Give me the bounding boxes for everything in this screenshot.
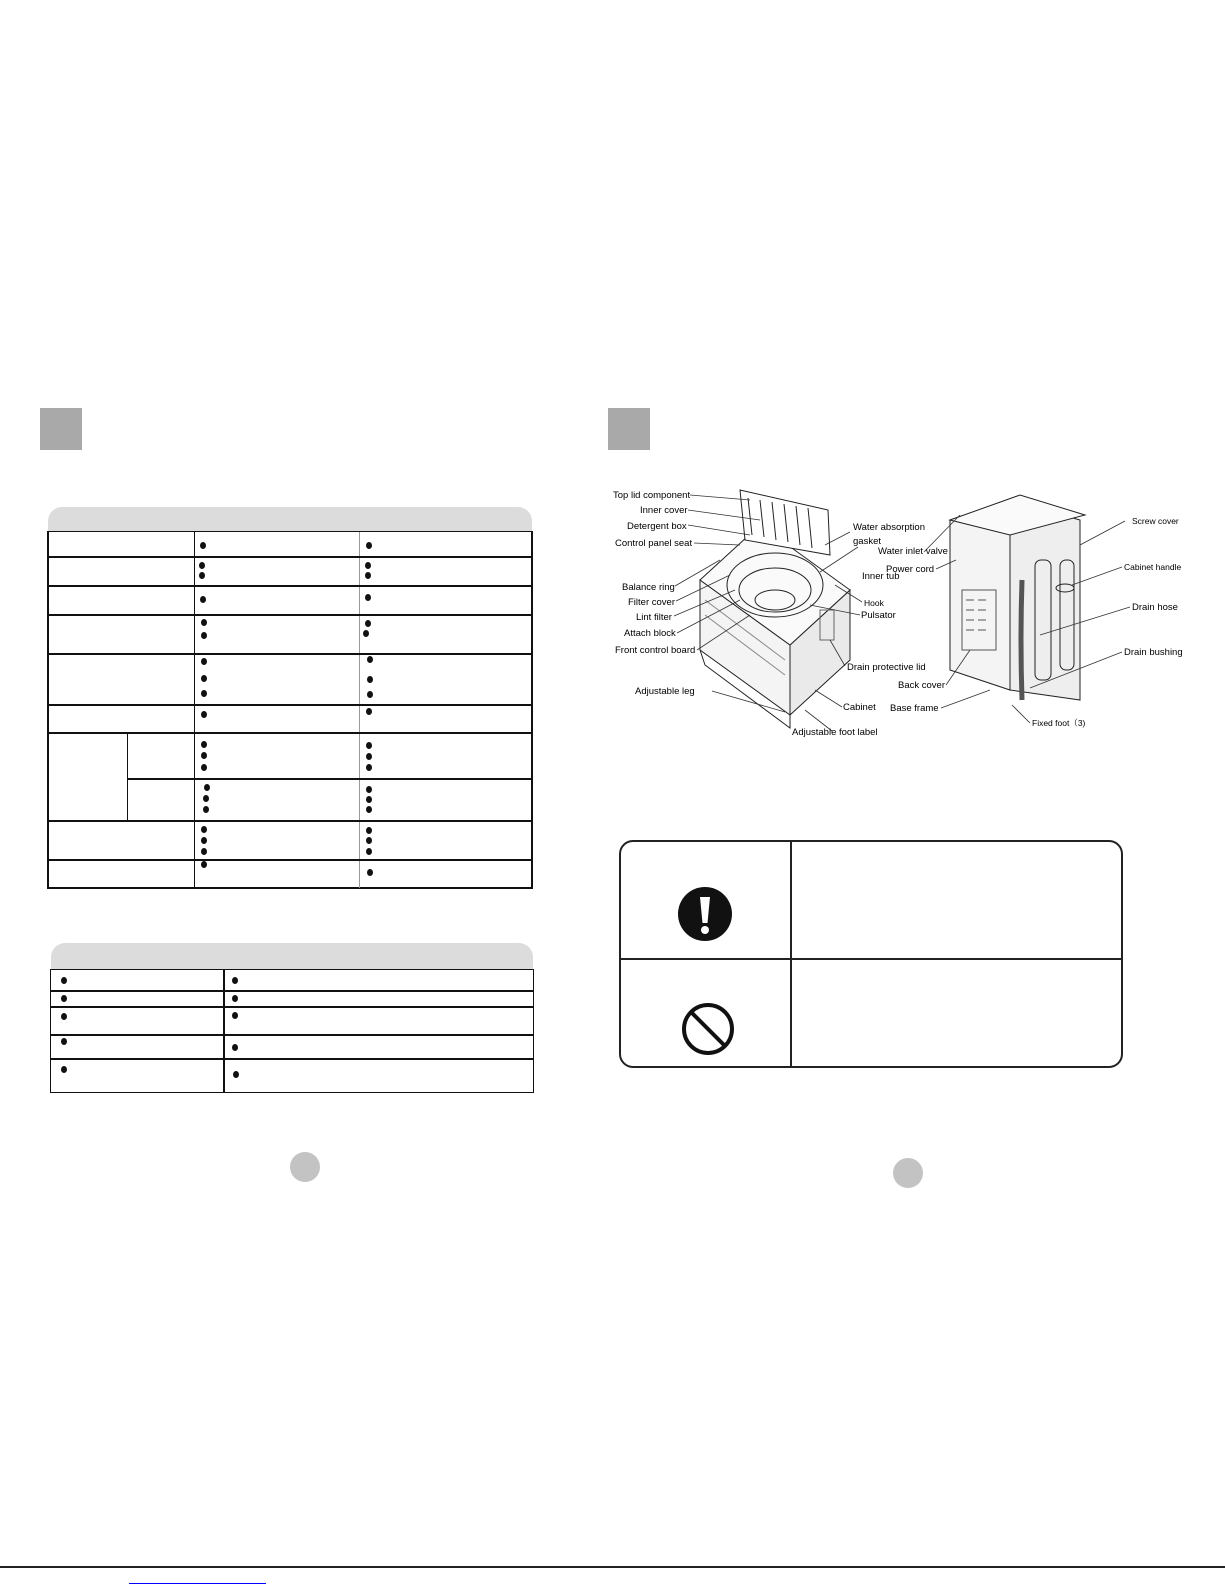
label-front-control-board: Front control board	[615, 645, 696, 656]
prohibition-icon	[680, 1001, 736, 1057]
label-pulsator: Pulsator	[861, 610, 896, 621]
feature-table-header	[51, 943, 533, 970]
label-lint-filter: Lint filter	[636, 612, 672, 623]
label-screw-cover: Screw cover	[1132, 516, 1179, 526]
label-cabinet: Cabinet	[843, 702, 876, 713]
spec-table-header	[48, 507, 532, 532]
label-gasket: gasket	[853, 536, 881, 547]
washer-parts-diagram	[600, 475, 1200, 750]
label-water-inlet-valve: Water inlet valve	[878, 546, 948, 557]
label-drain-protective-lid: Drain protective lid	[847, 662, 926, 673]
label-attach-block: Attach block	[624, 628, 676, 639]
label-adjustable-foot-label: Adjustable foot label	[792, 727, 878, 738]
label-top-lid-component: Top lid component	[613, 490, 691, 501]
section-number-box-left	[40, 408, 82, 450]
label-drain-hose: Drain hose	[1132, 602, 1178, 613]
exclamation-icon	[677, 886, 733, 942]
label-base-frame: Base frame	[890, 703, 939, 714]
spec-table	[47, 531, 533, 889]
label-power-cord: Power cord	[886, 564, 935, 575]
label-back-cover: Back cover	[898, 680, 945, 691]
label-inner-tub: Inner tub	[862, 571, 900, 582]
label-water-absorption: Water absorption	[853, 522, 925, 533]
label-control-panel-seat: Control panel seat	[615, 538, 693, 549]
label-balance-ring: Balance ring	[622, 582, 675, 593]
label-fixed-foot: Fixed foot（3)	[1032, 718, 1086, 728]
label-cabinet-handle: Cabinet handle	[1124, 562, 1182, 572]
section-number-box-right	[608, 408, 650, 450]
footer-line	[0, 1566, 1225, 1568]
page-number-circle-left	[290, 1152, 320, 1182]
footer-link-underline	[129, 1583, 266, 1584]
page-number-circle-right	[893, 1158, 923, 1188]
label-inner-cover: Inner cover	[640, 505, 688, 516]
label-detergent-box: Detergent box	[627, 521, 687, 532]
label-adjustable-leg: Adjustable leg	[635, 686, 695, 697]
label-filter-cover: Filter cover	[628, 597, 675, 608]
feature-table	[50, 969, 534, 1093]
label-drain-bushing: Drain bushing	[1124, 647, 1183, 658]
label-hook: Hook	[864, 598, 884, 608]
